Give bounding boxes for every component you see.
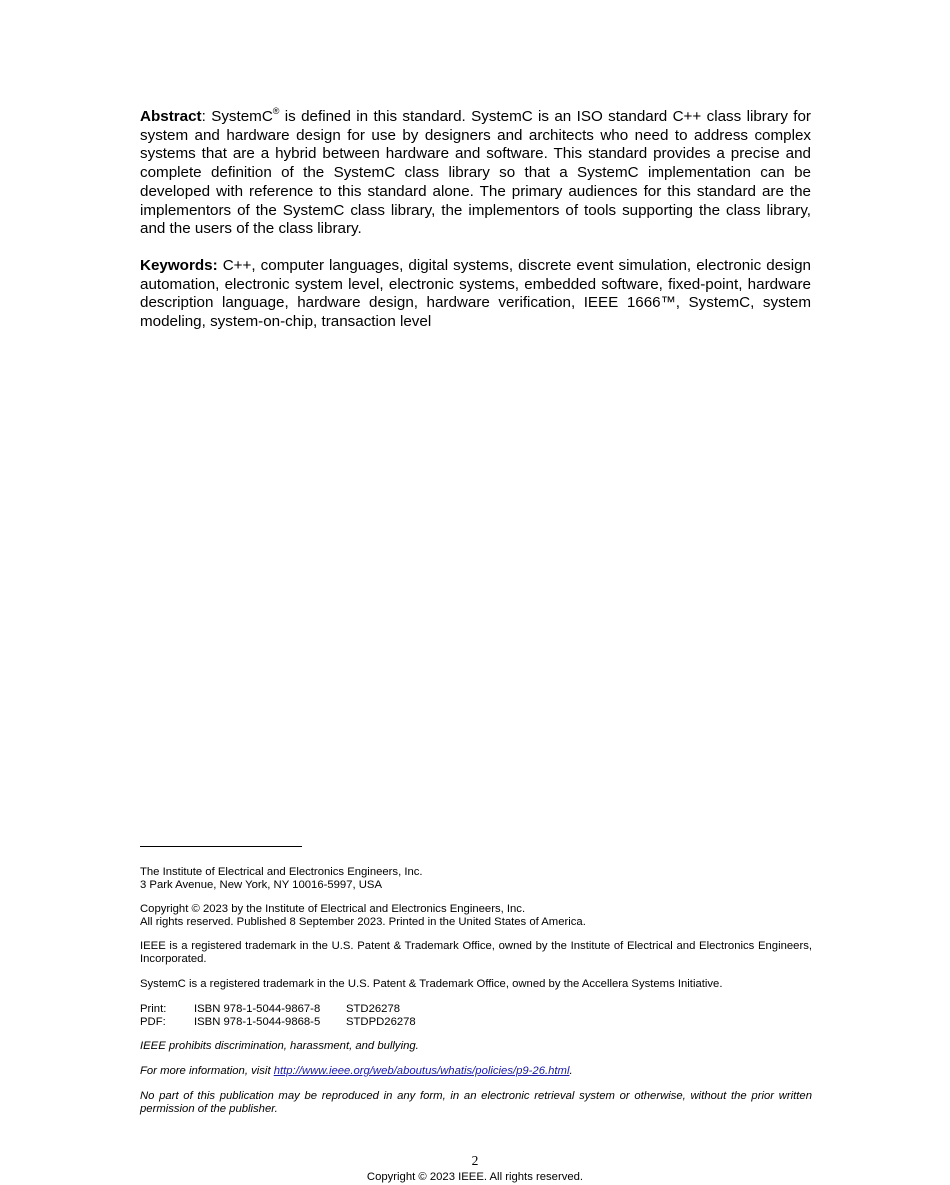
abstract-lead: : SystemC	[201, 108, 273, 125]
registered-mark: ®	[272, 105, 280, 116]
abstract-label: Abstract	[140, 108, 202, 125]
policy-link[interactable]: http://www.ieee.org/web/aboutus/whatis/policies/p9-26.html	[273, 1065, 570, 1077]
publisher-name: The Institute of Electrical and Electronics Engineers, Inc.	[140, 866, 423, 878]
discrimination-policy: IEEE prohibits discrimination, harassment, and bullying.	[140, 1040, 419, 1052]
keywords-paragraph	[140, 257, 811, 332]
publisher-block	[140, 866, 812, 892]
reproduction-notice: No part of this publication may be reproduced in any form, in an electronic retrieval system or otherwise, without the prior written permission of the publisher.	[140, 1090, 812, 1115]
copyright-line-1: Copyright © 2023 by the Institute of Electrical and Electronics Engineers, Inc.	[140, 903, 526, 915]
isbn-row-pdf	[140, 1016, 812, 1029]
footer-copyright: Copyright © 2023 IEEE. All rights reserved.	[366, 1171, 584, 1183]
publisher-address: 3 Park Avenue, New York, NY 10016-5997, USA	[140, 878, 382, 891]
isbn-code: STD26278	[346, 1003, 401, 1015]
systemc-trademark-notice: SystemC is a registered trademark in the U.S. Patent & Trademark Office, owned by the Accellera Systems Initiative.	[140, 978, 723, 990]
policy-info-prefix: For more information, visit	[140, 1065, 274, 1077]
copyright-line-2: All rights reserved. Published 8 September 2023. Printed in the United States of America.	[140, 915, 586, 928]
isbn-number: ISBN 978-1-5044-9867-8	[194, 1003, 321, 1015]
copyright-block	[140, 903, 812, 929]
abstract-text: is defined in this standard. SystemC is an ISO standard C++ class library for system and hardware design for use by designers and architects who need to address complex systems that are a hybrid between hardware and software. This standard provides a precise and complete definition of the SystemC class library so that a SystemC implementation can be developed with reference to this standard alone. The primary audiences for this standard are the implementors of the SystemC class library, the implementors of tools supporting the class library, and the users of the class library.	[140, 108, 811, 238]
isbn-row-print	[140, 1003, 812, 1016]
footnote-divider	[140, 846, 302, 847]
isbn-code: STDPD26278	[346, 1015, 416, 1028]
ieee-trademark-notice: IEEE is a registered trademark in the U.S. Patent & Trademark Office, owned by the Institute of Electrical and Electronics Engineers, Incorporated.	[140, 940, 812, 965]
isbn-label: PDF:	[140, 1015, 166, 1028]
keywords-label: Keywords:	[140, 257, 218, 274]
policy-info-suffix: .	[569, 1065, 573, 1077]
isbn-label: Print:	[140, 1003, 167, 1015]
abstract-paragraph	[140, 105, 811, 239]
page-number: 2	[471, 1153, 479, 1168]
keywords-text: C++, computer languages, digital systems, discrete event simulation, electronic design automation, electronic system level, electronic systems, embedded software, fixed-point, hardware description language, hardware design, hardware verification, IEEE 1666™, SystemC, system modeling, system-on-chip, transaction level	[140, 257, 811, 331]
isbn-number: ISBN 978-1-5044-9868-5	[194, 1015, 321, 1028]
policy-info-line	[140, 1065, 812, 1078]
isbn-block	[140, 1003, 812, 1029]
